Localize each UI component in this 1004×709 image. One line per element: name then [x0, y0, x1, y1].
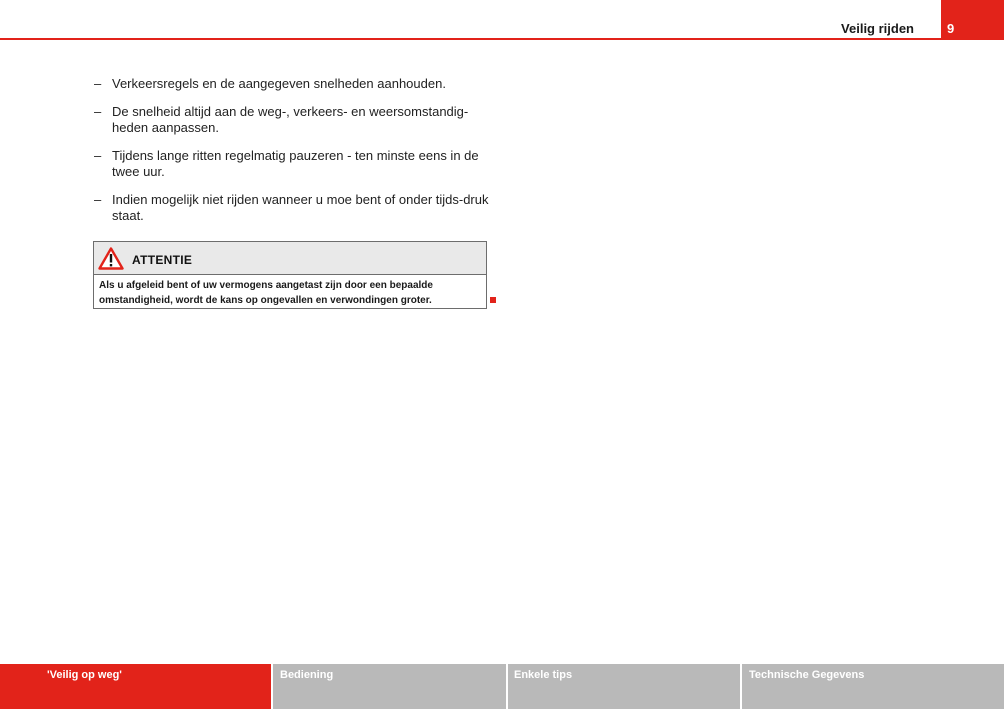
advice-list — [94, 76, 494, 236]
list-item-text: De snelheid altijd aan de weg-, verkeers- en weersomstandig-heden aanpassen. — [112, 104, 469, 135]
list-item-text: Indien mogelijk niet rijden wanneer u moe bent of onder tijds-druk staat. — [112, 192, 489, 223]
list-item-text: Verkeersregels en de aangegeven snelheden aanhouden. — [112, 76, 446, 91]
footer-tab-enkele-tips[interactable]: Enkele tips — [508, 664, 740, 709]
footer-tab-bediening[interactable]: Bediening — [273, 664, 506, 709]
bullet-dash: – — [94, 76, 102, 91]
footer-tab-technische-gegevens[interactable]: Technische Gegevens — [742, 664, 1004, 709]
bullet-dash: – — [94, 192, 102, 207]
section-title: Veilig rijden — [841, 21, 914, 36]
list-item-text: Tijdens lange ritten regelmatig pauzeren - ten minste eens in de twee uur. — [112, 148, 479, 179]
bullet-dash: – — [94, 104, 102, 119]
footer-tab-veilig-op-weg[interactable]: 'Veilig op weg' — [0, 664, 271, 709]
list-item — [94, 192, 494, 224]
footer-nav — [0, 664, 1004, 709]
attention-title: ATTENTIE — [132, 253, 193, 267]
header-rule — [0, 38, 1004, 40]
section-end-marker — [490, 297, 496, 303]
warning-triangle-icon — [98, 247, 124, 270]
bullet-dash: – — [94, 148, 102, 163]
attention-box — [93, 241, 487, 309]
list-item — [94, 76, 494, 92]
list-item — [94, 104, 494, 136]
attention-text: Als u afgeleid bent of uw vermogens aangetast zijn door een bepaalde omstandigheid, wordt de kans op ongevallen en verwondingen groter. — [99, 280, 433, 306]
attention-header — [94, 242, 486, 275]
list-item — [94, 148, 494, 180]
page-number: 9 — [947, 21, 955, 36]
